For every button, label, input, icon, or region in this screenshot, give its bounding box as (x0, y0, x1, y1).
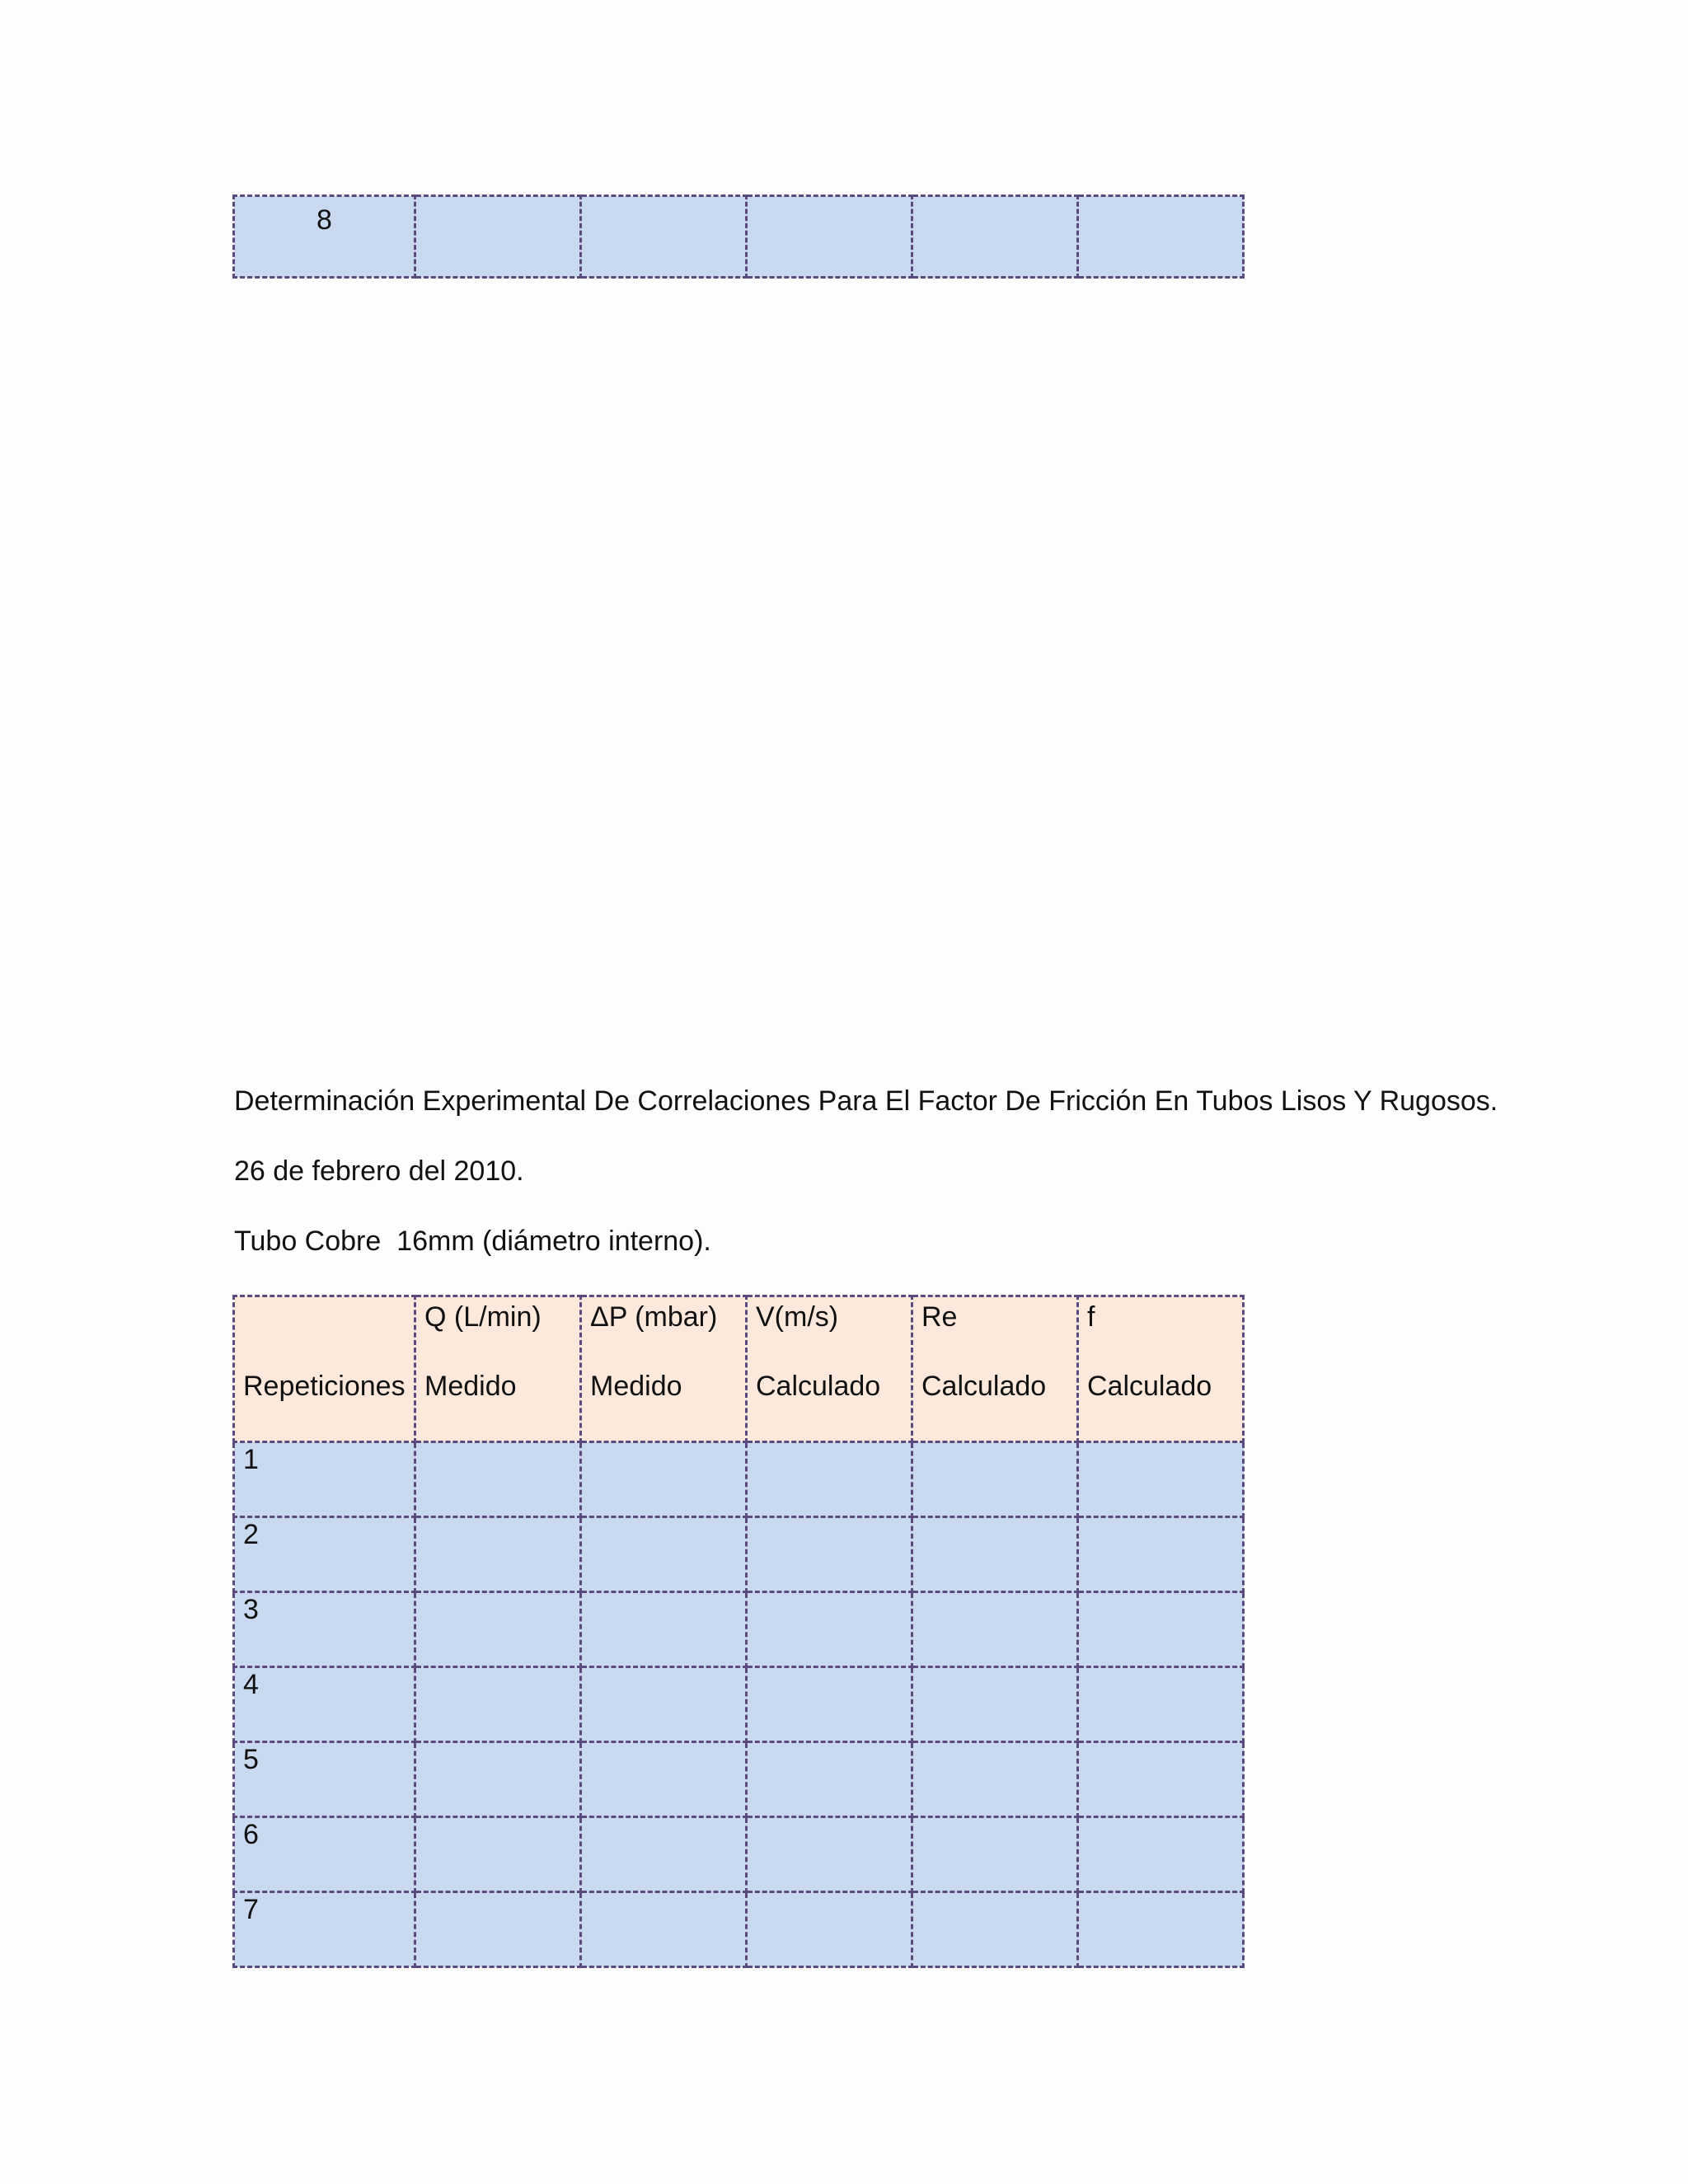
table-cell (747, 1667, 912, 1742)
continued-table (232, 194, 1245, 279)
table-cell (1078, 1517, 1244, 1592)
table-cell (581, 1892, 747, 1967)
table-cell (581, 1817, 747, 1892)
table-cell (415, 1517, 581, 1592)
header-flow: Q (L/min) Medido (415, 1296, 581, 1442)
table-cell (1078, 1817, 1244, 1892)
tube-description: Tubo Cobre 16mm (diámetro interno). (234, 1226, 711, 1257)
table-cell (747, 196, 912, 278)
table-cell (1078, 196, 1244, 278)
table-cell (912, 1592, 1078, 1667)
table-cell (1078, 1892, 1244, 1967)
table-cell (912, 1892, 1078, 1967)
table-cell (415, 196, 581, 278)
table-cell (581, 196, 747, 278)
row-number: 7 (234, 1892, 415, 1967)
table-header-row (234, 1296, 1244, 1442)
table-cell (581, 1442, 747, 1517)
table-cell (1078, 1667, 1244, 1742)
table-cell (747, 1592, 912, 1667)
header-pressure-drop: ΔP (mbar) Medido (581, 1296, 747, 1442)
row-number: 2 (234, 1517, 415, 1592)
table-cell (747, 1517, 912, 1592)
table-cell (747, 1892, 912, 1967)
table-cell (912, 1817, 1078, 1892)
row-number: 3 (234, 1592, 415, 1667)
row-number: 5 (234, 1742, 415, 1817)
table-cell (1078, 1442, 1244, 1517)
table-cell (415, 1667, 581, 1742)
row-number: 6 (234, 1817, 415, 1892)
table-cell (581, 1742, 747, 1817)
table-cell (912, 196, 1078, 278)
table-cell (747, 1817, 912, 1892)
table-cell (912, 1442, 1078, 1517)
table-row (234, 1667, 1244, 1742)
header-reynolds: Re Calculado (912, 1296, 1078, 1442)
row-number: 8 (234, 196, 415, 278)
header-friction-factor: f Calculado (1078, 1296, 1244, 1442)
document-title: Determinación Experimental De Correlaciones Para El Factor De Fricción En Tubos Lisos Y Rugosos. (234, 1085, 1498, 1117)
date-line: 26 de febrero del 2010. (234, 1155, 524, 1187)
table-row (234, 1892, 1244, 1967)
table-row (234, 1592, 1244, 1667)
table-row (234, 196, 1244, 278)
table-cell (912, 1517, 1078, 1592)
table-cell (747, 1442, 912, 1517)
table-row (234, 1517, 1244, 1592)
table-row (234, 1817, 1244, 1892)
table-cell (912, 1667, 1078, 1742)
table-cell (912, 1742, 1078, 1817)
table-cell (415, 1817, 581, 1892)
table-cell (415, 1742, 581, 1817)
table-cell (581, 1667, 747, 1742)
friction-data-table (232, 1295, 1245, 1968)
row-number: 1 (234, 1442, 415, 1517)
header-velocity: V(m/s) Calculado (747, 1296, 912, 1442)
table-cell (415, 1442, 581, 1517)
table-cell (581, 1592, 747, 1667)
table-cell (415, 1892, 581, 1967)
table-cell (1078, 1742, 1244, 1817)
table-row (234, 1742, 1244, 1817)
table-cell (747, 1742, 912, 1817)
table-cell (415, 1592, 581, 1667)
row-number: 4 (234, 1667, 415, 1742)
table-row (234, 1442, 1244, 1517)
header-repeticiones: Repeticiones (234, 1296, 415, 1442)
table-cell (1078, 1592, 1244, 1667)
table-cell (581, 1517, 747, 1592)
